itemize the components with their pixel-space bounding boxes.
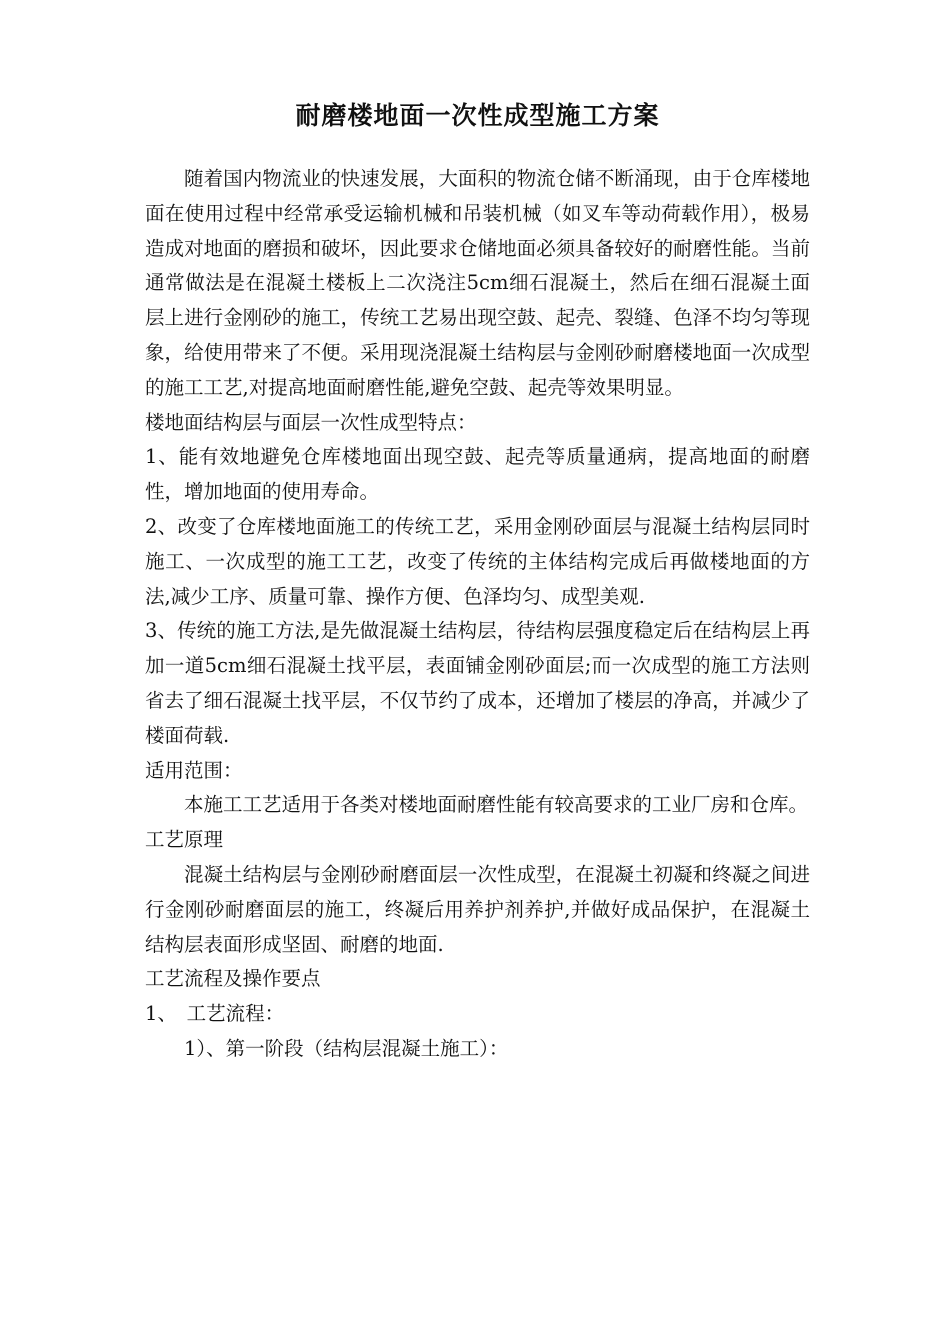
intro-paragraph: 随着国内物流业的快速发展，大面积的物流仓储不断涌现，由于仓库楼地面在使用过程中经常承受运输机械和吊装机械（如叉车等动荷载作用），极易造成对地面的磨损和破坏，因此要求仓储地面必须具备较好的耐磨性能。当前通常做法是在混凝土楼板上二次浇注5cm细石混凝土，然后在细石混凝土面层上进行金刚砂的施工，传统工艺易出现空鼓、起壳、裂缝、色泽不均匀等现象，给使用带来了不便。采用现浇混凝土结构层与金刚砂耐磨楼地面一次成型的施工工艺,对提高地面耐磨性能,避免空鼓、起壳等效果明显。 bbox=[145, 167, 810, 399]
process-heading: 工艺流程及操作要点 bbox=[145, 967, 321, 991]
process-subitem-1: 1）、第一阶段（结构层混凝土施工）： bbox=[184, 1036, 509, 1060]
document-body bbox=[145, 162, 810, 1067]
features-heading: 楼地面结构层与面层一次性成型特点： bbox=[145, 410, 477, 434]
feature-item-2: 2、改变了仓库楼地面施工的传统工艺，采用金刚砂面层与混凝土结构层同时施工、一次成型的施工工艺，改变了传统的主体结构完成后再做楼地面的方法,减少工序、质量可靠、操作方便、色泽均匀、成型美观. bbox=[145, 514, 810, 608]
scope-heading: 适用范围： bbox=[145, 758, 243, 782]
principle-paragraph: 混凝土结构层与金刚砂耐磨面层一次性成型，在混凝土初凝和终凝之间进行金刚砂耐磨面层的施工，终凝后用养护剂养护,并做好成品保护，在混凝土结构层表面形成坚固、耐磨的地面. bbox=[145, 862, 810, 956]
document-title: 耐磨楼地面一次性成型施工方案 bbox=[295, 101, 660, 130]
process-item-1: 1、 工艺流程： bbox=[145, 1002, 285, 1026]
principle-heading: 工艺原理 bbox=[145, 828, 224, 852]
scope-paragraph: 本施工工艺适用于各类对楼地面耐磨性能有较高要求的工业厂房和仓库。 bbox=[184, 793, 809, 817]
feature-item-1: 1、能有效地避免仓库楼地面出现空鼓、起壳等质量通病，提高地面的耐磨性，增加地面的使用寿命。 bbox=[145, 445, 810, 504]
feature-item-3: 3、传统的施工方法,是先做混凝土结构层，待结构层强度稳定后在结构层上再加一道5cm细石混凝土找平层，表面铺金刚砂面层;而一次成型的施工方法则省去了细石混凝土找平层，不仅节约了成本，还增加了楼层的净高，并减少了楼面荷载. bbox=[145, 619, 810, 747]
